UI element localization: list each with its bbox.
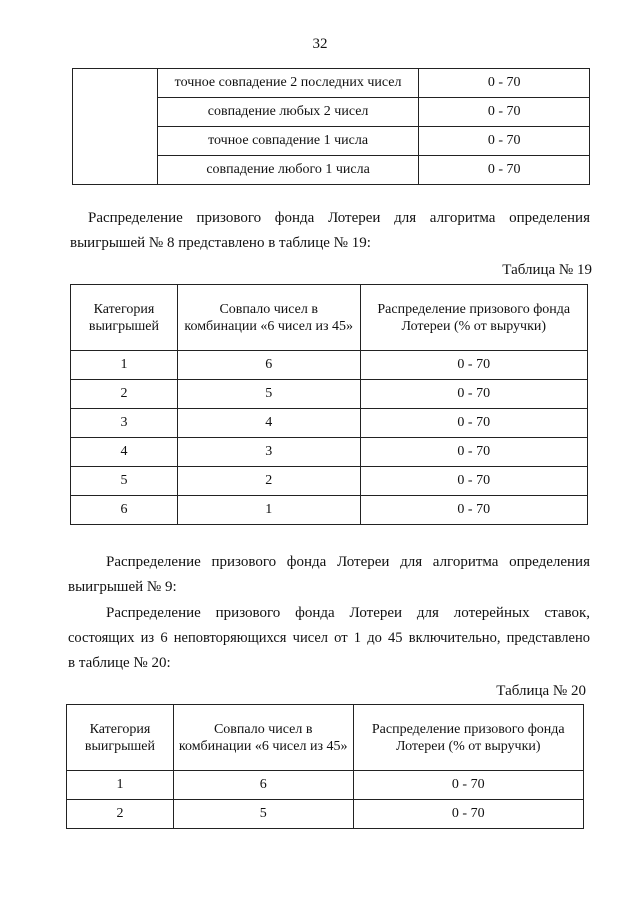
distribution-cell: 0 - 70	[353, 771, 584, 800]
condition-cell: точное совпадение 1 числа	[157, 127, 419, 156]
table-row	[67, 771, 584, 800]
matched-cell: 6	[173, 771, 353, 800]
table-header-row	[67, 705, 584, 771]
table19-caption: Таблица № 19	[502, 262, 592, 278]
paragraph-2	[106, 550, 590, 575]
table-row	[71, 380, 588, 409]
paragraph-3-line-1: Распределение призового фонда Лотереи для лотерейных ставок,	[106, 605, 590, 621]
matched-cell: 2	[177, 467, 360, 496]
header-category: Категория выигрышей	[67, 705, 174, 771]
category-cell: 2	[71, 380, 178, 409]
category-cell: 6	[71, 496, 178, 525]
distribution-cell: 0 - 70	[360, 438, 588, 467]
matched-cell: 4	[177, 409, 360, 438]
table-header-row	[71, 285, 588, 351]
matched-cell: 6	[177, 351, 360, 380]
paragraph-1-continued	[70, 231, 590, 256]
distribution-cell: 0 - 70	[360, 496, 588, 525]
condition-cell: совпадение любого 1 числа	[157, 156, 419, 185]
header-category: Категория выигрышей	[71, 285, 178, 351]
header-matched: Совпало чисел в комбинации «6 чисел из 45»	[173, 705, 353, 771]
table-row	[71, 351, 588, 380]
table-row	[71, 438, 588, 467]
distribution-cell: 0 - 70	[360, 409, 588, 438]
category-cell: 3	[71, 409, 178, 438]
condition-cell: совпадение любых 2 чисел	[157, 98, 419, 127]
page-number: 32	[312, 36, 328, 52]
header-distribution: Распределение призового фонда Лотереи (% от выручки)	[360, 285, 588, 351]
paragraph-2-line-2: выигрышей № 9:	[68, 579, 177, 595]
table-19	[70, 284, 588, 525]
table-row	[71, 409, 588, 438]
paragraph-1	[88, 206, 590, 231]
value-cell: 0 - 70	[419, 69, 590, 98]
distribution-cell: 0 - 70	[360, 351, 588, 380]
distribution-cell: 0 - 70	[353, 800, 584, 829]
category-cell: 4	[71, 438, 178, 467]
distribution-cell: 0 - 70	[360, 467, 588, 496]
value-cell: 0 - 70	[419, 127, 590, 156]
table-row	[71, 496, 588, 525]
paragraph-1-line-1: Распределение призового фонда Лотереи для алгоритма определения	[88, 210, 590, 226]
category-cell: 2	[67, 800, 174, 829]
empty-merged-cell	[73, 69, 158, 185]
table-row	[67, 800, 584, 829]
table-row	[71, 467, 588, 496]
table-row	[73, 69, 590, 98]
value-cell: 0 - 70	[419, 156, 590, 185]
table20-caption: Таблица № 20	[496, 683, 586, 699]
header-matched: Совпало чисел в комбинации «6 чисел из 45»	[177, 285, 360, 351]
category-cell: 1	[71, 351, 178, 380]
category-cell: 5	[71, 467, 178, 496]
matched-cell: 5	[173, 800, 353, 829]
value-cell: 0 - 70	[419, 98, 590, 127]
paragraph-1-line-2: выигрышей № 8 представлено в таблице № 19:	[70, 235, 371, 251]
paragraph-2-continued	[68, 575, 590, 600]
paragraph-3	[106, 601, 590, 626]
continued-table	[72, 68, 590, 185]
distribution-cell: 0 - 70	[360, 380, 588, 409]
paragraph-3-continued	[68, 626, 590, 676]
matched-cell: 3	[177, 438, 360, 467]
paragraph-3-line-3: в таблице № 20:	[68, 655, 171, 671]
header-distribution: Распределение призового фонда Лотереи (% от выручки)	[353, 705, 584, 771]
paragraph-2-line-1: Распределение призового фонда Лотереи для алгоритма определения	[106, 554, 590, 570]
condition-cell: точное совпадение 2 последних чисел	[157, 69, 419, 98]
matched-cell: 5	[177, 380, 360, 409]
category-cell: 1	[67, 771, 174, 800]
paragraph-3-line-2: состоящих из 6 неповторяющихся чисел от 1 до 45 включительно, представлено	[68, 630, 590, 646]
table-20	[66, 704, 584, 829]
matched-cell: 1	[177, 496, 360, 525]
